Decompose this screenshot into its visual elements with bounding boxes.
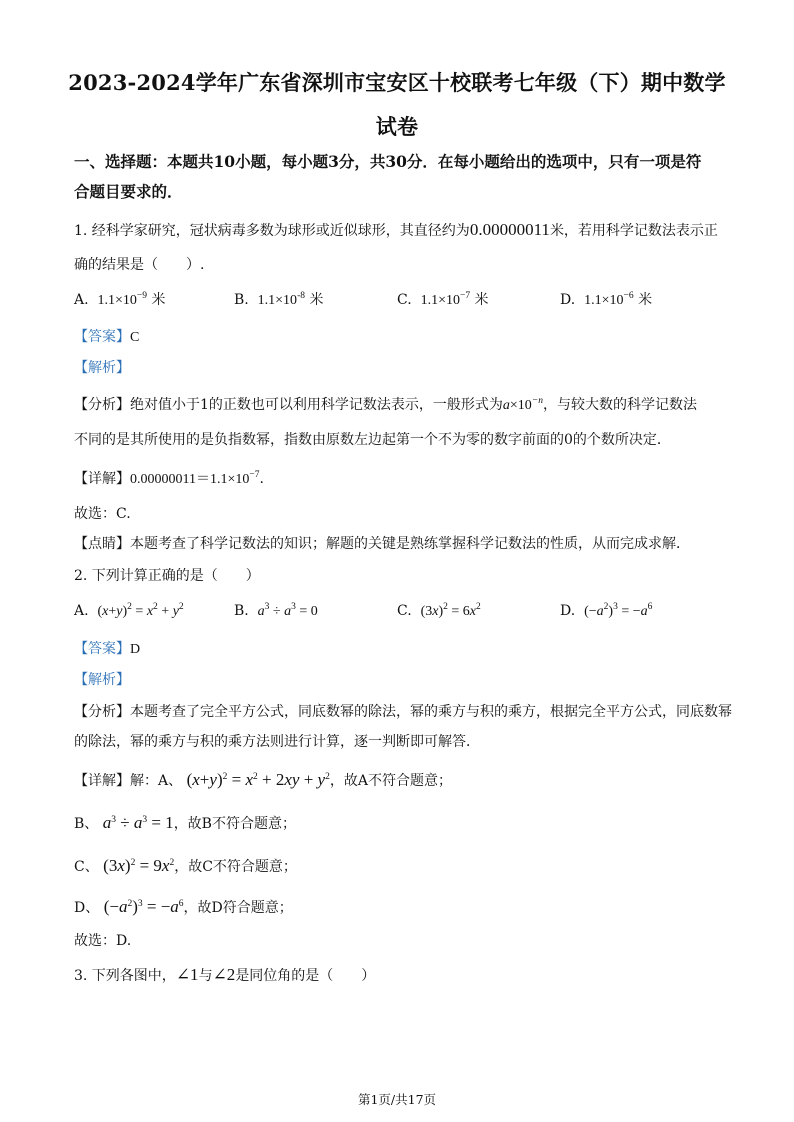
q2-option-b: B. $a^3 \div a^3 = 0$ — [234, 602, 318, 619]
q1-analysis-tag: 【解析】 — [74, 360, 130, 376]
q1-fenxi-line2: 不同的是其所使用的是负指数幂，指数由原数左边起第一个不为零的数字前面的0的个数所决定． — [74, 432, 671, 448]
q1-option-b: B. $1.1\times 10^{-8}$ 米 — [234, 291, 324, 308]
page-footer: 第1页/共17页 — [357, 1092, 437, 1107]
q2-analysis-tag: 【解析】 — [74, 672, 130, 688]
q1-stem-line1 — [74, 221, 718, 238]
q1-option-d: D. $1.1\times 10^{-6}$ 米 — [560, 291, 653, 308]
page-title-line1: 2023-2024学年广东省深圳市宝安区十校联考七年级（下）期中数学 — [68, 70, 726, 95]
q1-stem-text-b: 米，若用科学记数法表示正 — [549, 223, 718, 239]
q1-choose: 故选：C. — [74, 506, 131, 522]
q2-detail-c: C、 $(3x)^2 = 9x^2$，故C不符合题意； — [74, 856, 297, 875]
q1-stem-number: 0.00000011 — [469, 220, 550, 239]
q2-choose: 故选：D. — [74, 933, 132, 949]
q2-detail-a: 【详解】解：A、 $(x+y)^2 = x^2 + 2xy + y^2$，故A不符合题意； — [74, 770, 452, 789]
q1-option-c: C. $1.1\times 10^{-7}$ 米 — [397, 291, 489, 308]
q2-fenxi-line1: 【分析】本题考查了完全平方公式，同底数幂的除法，幂的乘方与积的乘方，根据完全平方公式，同底数幂 — [74, 704, 732, 720]
q2-option-c: C. $(3x)^2 = 6x^2$ — [397, 602, 481, 619]
q1-answer: 【答案】C — [74, 329, 140, 345]
q1-detail: 【详解】$0.00000011=1.1\times 10^{-7}$. — [74, 470, 264, 487]
q2-stem: 2. 下列计算正确的是（ ） — [74, 568, 260, 584]
section-heading-line1: 一、选择题：本题共10小题，每小题3分，共30分．在每小题给出的选项中，只有一项是符 — [74, 152, 702, 171]
q2-detail-d: D、 $(-a^2)^3 = -a^6$，故D符合题意； — [74, 897, 293, 916]
q2-detail-b: B、 $a^3 \div a^3 = 1$，故B不符合题意； — [74, 813, 296, 832]
q2-fenxi-line2: 的除法，幂的乘方与积的乘方法则进行计算，逐一判断即可解答． — [74, 734, 480, 750]
q1-comment: 【点睛】本题考查了科学记数法的知识；解题的关键是熟练掌握科学记数法的性质，从而完成求解． — [74, 536, 690, 552]
page-title-line2: 试卷 — [375, 114, 419, 139]
q1-stem-line2: 确的结果是（ ）. — [74, 257, 205, 273]
q1-stem-text-a: 1. 经科学家研究，冠状病毒多数为球形或近似球形，其直径约为 — [74, 223, 470, 239]
section-heading-line2: 合题目要求的． — [74, 182, 183, 201]
q1-option-a: A. $1.1\times 10^{-9}$ 米 — [74, 291, 166, 308]
q1-fenxi-line1: 【分析】绝对值小于1的正数也可以利用科学记数法表示，一般形式为$a\times 10^{-n}$，与较大数的科学记数法 — [74, 396, 697, 413]
q3-stem: 3. 下列各图中，∠1与∠2是同位角的是（ ） — [74, 965, 376, 984]
q2-answer: 【答案】D — [74, 641, 141, 657]
q2-option-a: A. $(x+y)^2 = x^2 + y^2$ — [74, 602, 184, 619]
q2-option-d: D. $(-a^2)^3 = -a^6$ — [560, 602, 653, 619]
